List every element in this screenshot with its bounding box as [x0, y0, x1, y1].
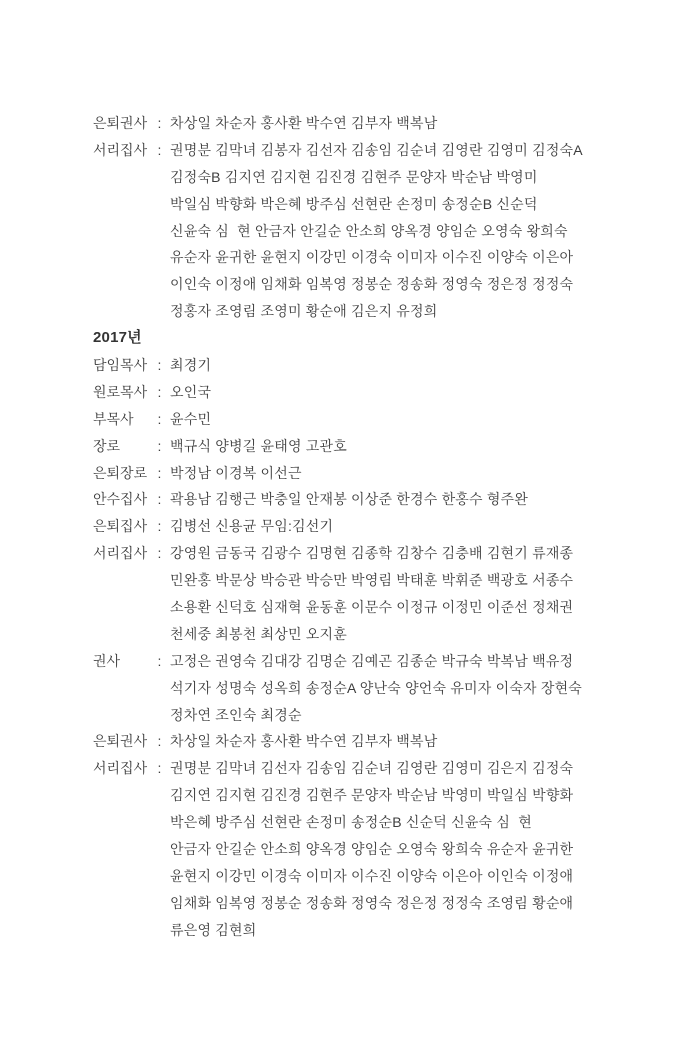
roster-continuation-row: [93, 675, 673, 702]
names-text: 고정은 권영숙 김대강 김명순 김예곤 김종순 박규숙 박복남 백유정: [170, 652, 574, 669]
roster-entry-row: [93, 433, 673, 460]
roster-continuation-row: [93, 271, 673, 298]
roster-entry-row: [93, 352, 673, 379]
roster-entry-row: [93, 513, 673, 540]
roster-continuation-row: [93, 218, 673, 245]
names-text: 임채화 임복영 정봉순 정송화 정영숙 정은정 정정숙 조영림 황순애: [170, 894, 574, 911]
role-label: 서리집사: [93, 141, 148, 158]
label-colon: :: [157, 652, 162, 669]
names-text: 오인국: [170, 383, 212, 400]
label-colon: :: [157, 518, 162, 535]
label-colon: :: [157, 383, 162, 400]
names-text: 박정남 이경복 이선근: [170, 464, 302, 481]
roster-continuation-row: [93, 782, 673, 809]
names-text: 민완홍 박문상 박승관 박승만 박영림 박태훈 박휘준 백광호 서종수: [170, 572, 574, 589]
names-text: 김정숙B 김지연 김지현 김진경 김현주 문양자 박순남 박영미: [170, 168, 538, 185]
roster-continuation-row: [93, 809, 673, 836]
year-heading-row: [93, 325, 673, 352]
names-text: 권명분 김막녀 김봉자 김선자 김송임 김순녀 김영란 김영미 김정숙A: [170, 141, 583, 158]
label-colon: :: [157, 437, 162, 454]
names-text: 곽용남 김행근 박충일 안재봉 이상준 한경수 한홍수 형주완: [170, 491, 529, 508]
names-text: 이인숙 이정애 임채화 임복영 정봉순 정송화 정영숙 정은정 정정숙: [170, 276, 574, 293]
roster-entry-row: [93, 648, 673, 675]
names-text: 석기자 성명숙 성옥희 송정순A 양난숙 양언숙 유미자 이숙자 장현숙: [170, 679, 583, 696]
role-label: 담임목사: [93, 357, 148, 374]
role-label: 권사: [93, 652, 121, 669]
roster-continuation-row: [93, 191, 673, 218]
roster-entry-row: [93, 379, 673, 406]
roster-continuation-row: [93, 917, 673, 944]
roster-entry-row: [93, 755, 673, 782]
names-text: 유순자 윤귀한 윤현지 이강민 이경숙 이미자 이수진 이양숙 이은아: [170, 249, 574, 266]
role-label: 은퇴권사: [93, 733, 148, 750]
roster-continuation-row: [93, 244, 673, 271]
roster-continuation-row: [93, 890, 673, 917]
names-text: 권명분 김막녀 김선자 김송임 김순녀 김영란 김영미 김은지 김정숙: [170, 760, 574, 777]
roster-entry-row: [93, 728, 673, 755]
names-text: 최경기: [170, 357, 212, 374]
role-label: 장로: [93, 437, 121, 454]
role-label: 원로목사: [93, 383, 148, 400]
role-label: 은퇴권사: [93, 115, 148, 131]
names-text: 정홍자 조영림 조영미 황순애 김은지 유정희: [170, 303, 438, 320]
roster-continuation-row: [93, 594, 673, 621]
label-colon: :: [157, 141, 162, 158]
names-text: 김병선 신용균 무임:김선기: [170, 518, 334, 535]
names-text: 김지연 김지현 김진경 김현주 문양자 박순남 박영미 박일심 박향화: [170, 787, 574, 804]
roster-continuation-row: [93, 863, 673, 890]
label-colon: :: [157, 410, 162, 427]
names-text: 소용환 신덕호 심재혁 윤동훈 이문수 이정규 이정민 이준선 정채권: [170, 599, 574, 616]
names-text: 신윤숙 심 현 안금자 안길순 안소희 양옥경 양임순 오영숙 왕희숙: [170, 222, 568, 239]
role-label: 서리집사: [93, 760, 148, 777]
names-text: 윤현지 이강민 이경숙 이미자 이수진 이양숙 이은아 이인숙 이정애: [170, 867, 574, 884]
label-colon: :: [157, 760, 162, 777]
names-text: 차상일 차순자 홍사환 박수연 김부자 백복남: [170, 733, 438, 750]
role-label: 안수집사: [93, 491, 148, 508]
roster-entry-row: [93, 486, 673, 513]
names-text: 안금자 안길순 안소희 양옥경 양임순 오영숙 왕희숙 유순자 윤귀한: [170, 841, 574, 858]
roster-entry-row: [93, 460, 673, 487]
year-heading: 2017년: [93, 329, 142, 347]
label-colon: :: [157, 491, 162, 508]
role-label: 은퇴장로: [93, 464, 148, 481]
roster-continuation-row: [93, 298, 673, 325]
names-text: 정차연 조인숙 최경순: [170, 706, 302, 723]
roster-entry-row: [93, 406, 673, 433]
document-page: [93, 110, 673, 944]
label-colon: :: [157, 115, 162, 131]
label-colon: :: [157, 733, 162, 750]
role-label: 서리집사: [93, 545, 148, 562]
names-text: 차상일 차순자 홍사환 박수연 김부자 백복남: [170, 115, 438, 131]
label-colon: :: [157, 464, 162, 481]
names-text: 천세중 최봉천 최상민 오지훈: [170, 625, 347, 642]
role-label: 부목사: [93, 410, 134, 427]
names-text: 강영원 금동국 김광수 김명현 김종학 김창수 김충배 김현기 류재종: [170, 545, 574, 562]
roster-continuation-row: [93, 621, 673, 648]
names-text: 윤수민: [170, 410, 212, 427]
roster-entry-row: [93, 137, 673, 164]
names-text: 박은혜 방주심 선현란 손정미 송정순B 신순덕 신윤숙 심 현: [170, 814, 532, 831]
roster-entry-row: [93, 110, 673, 137]
roster-continuation-row: [93, 164, 673, 191]
names-text: 류은영 김현희: [170, 921, 257, 938]
names-text: 박일심 박향화 박은혜 방주심 선현란 손정미 송정순B 신순덕: [170, 195, 538, 212]
roster-continuation-row: [93, 702, 673, 729]
names-text: 백규식 양병길 윤태영 고관호: [170, 437, 347, 454]
role-label: 은퇴집사: [93, 518, 148, 535]
label-colon: :: [157, 357, 162, 374]
roster-entry-row: [93, 540, 673, 567]
label-colon: :: [157, 545, 162, 562]
roster-continuation-row: [93, 567, 673, 594]
roster-continuation-row: [93, 836, 673, 863]
